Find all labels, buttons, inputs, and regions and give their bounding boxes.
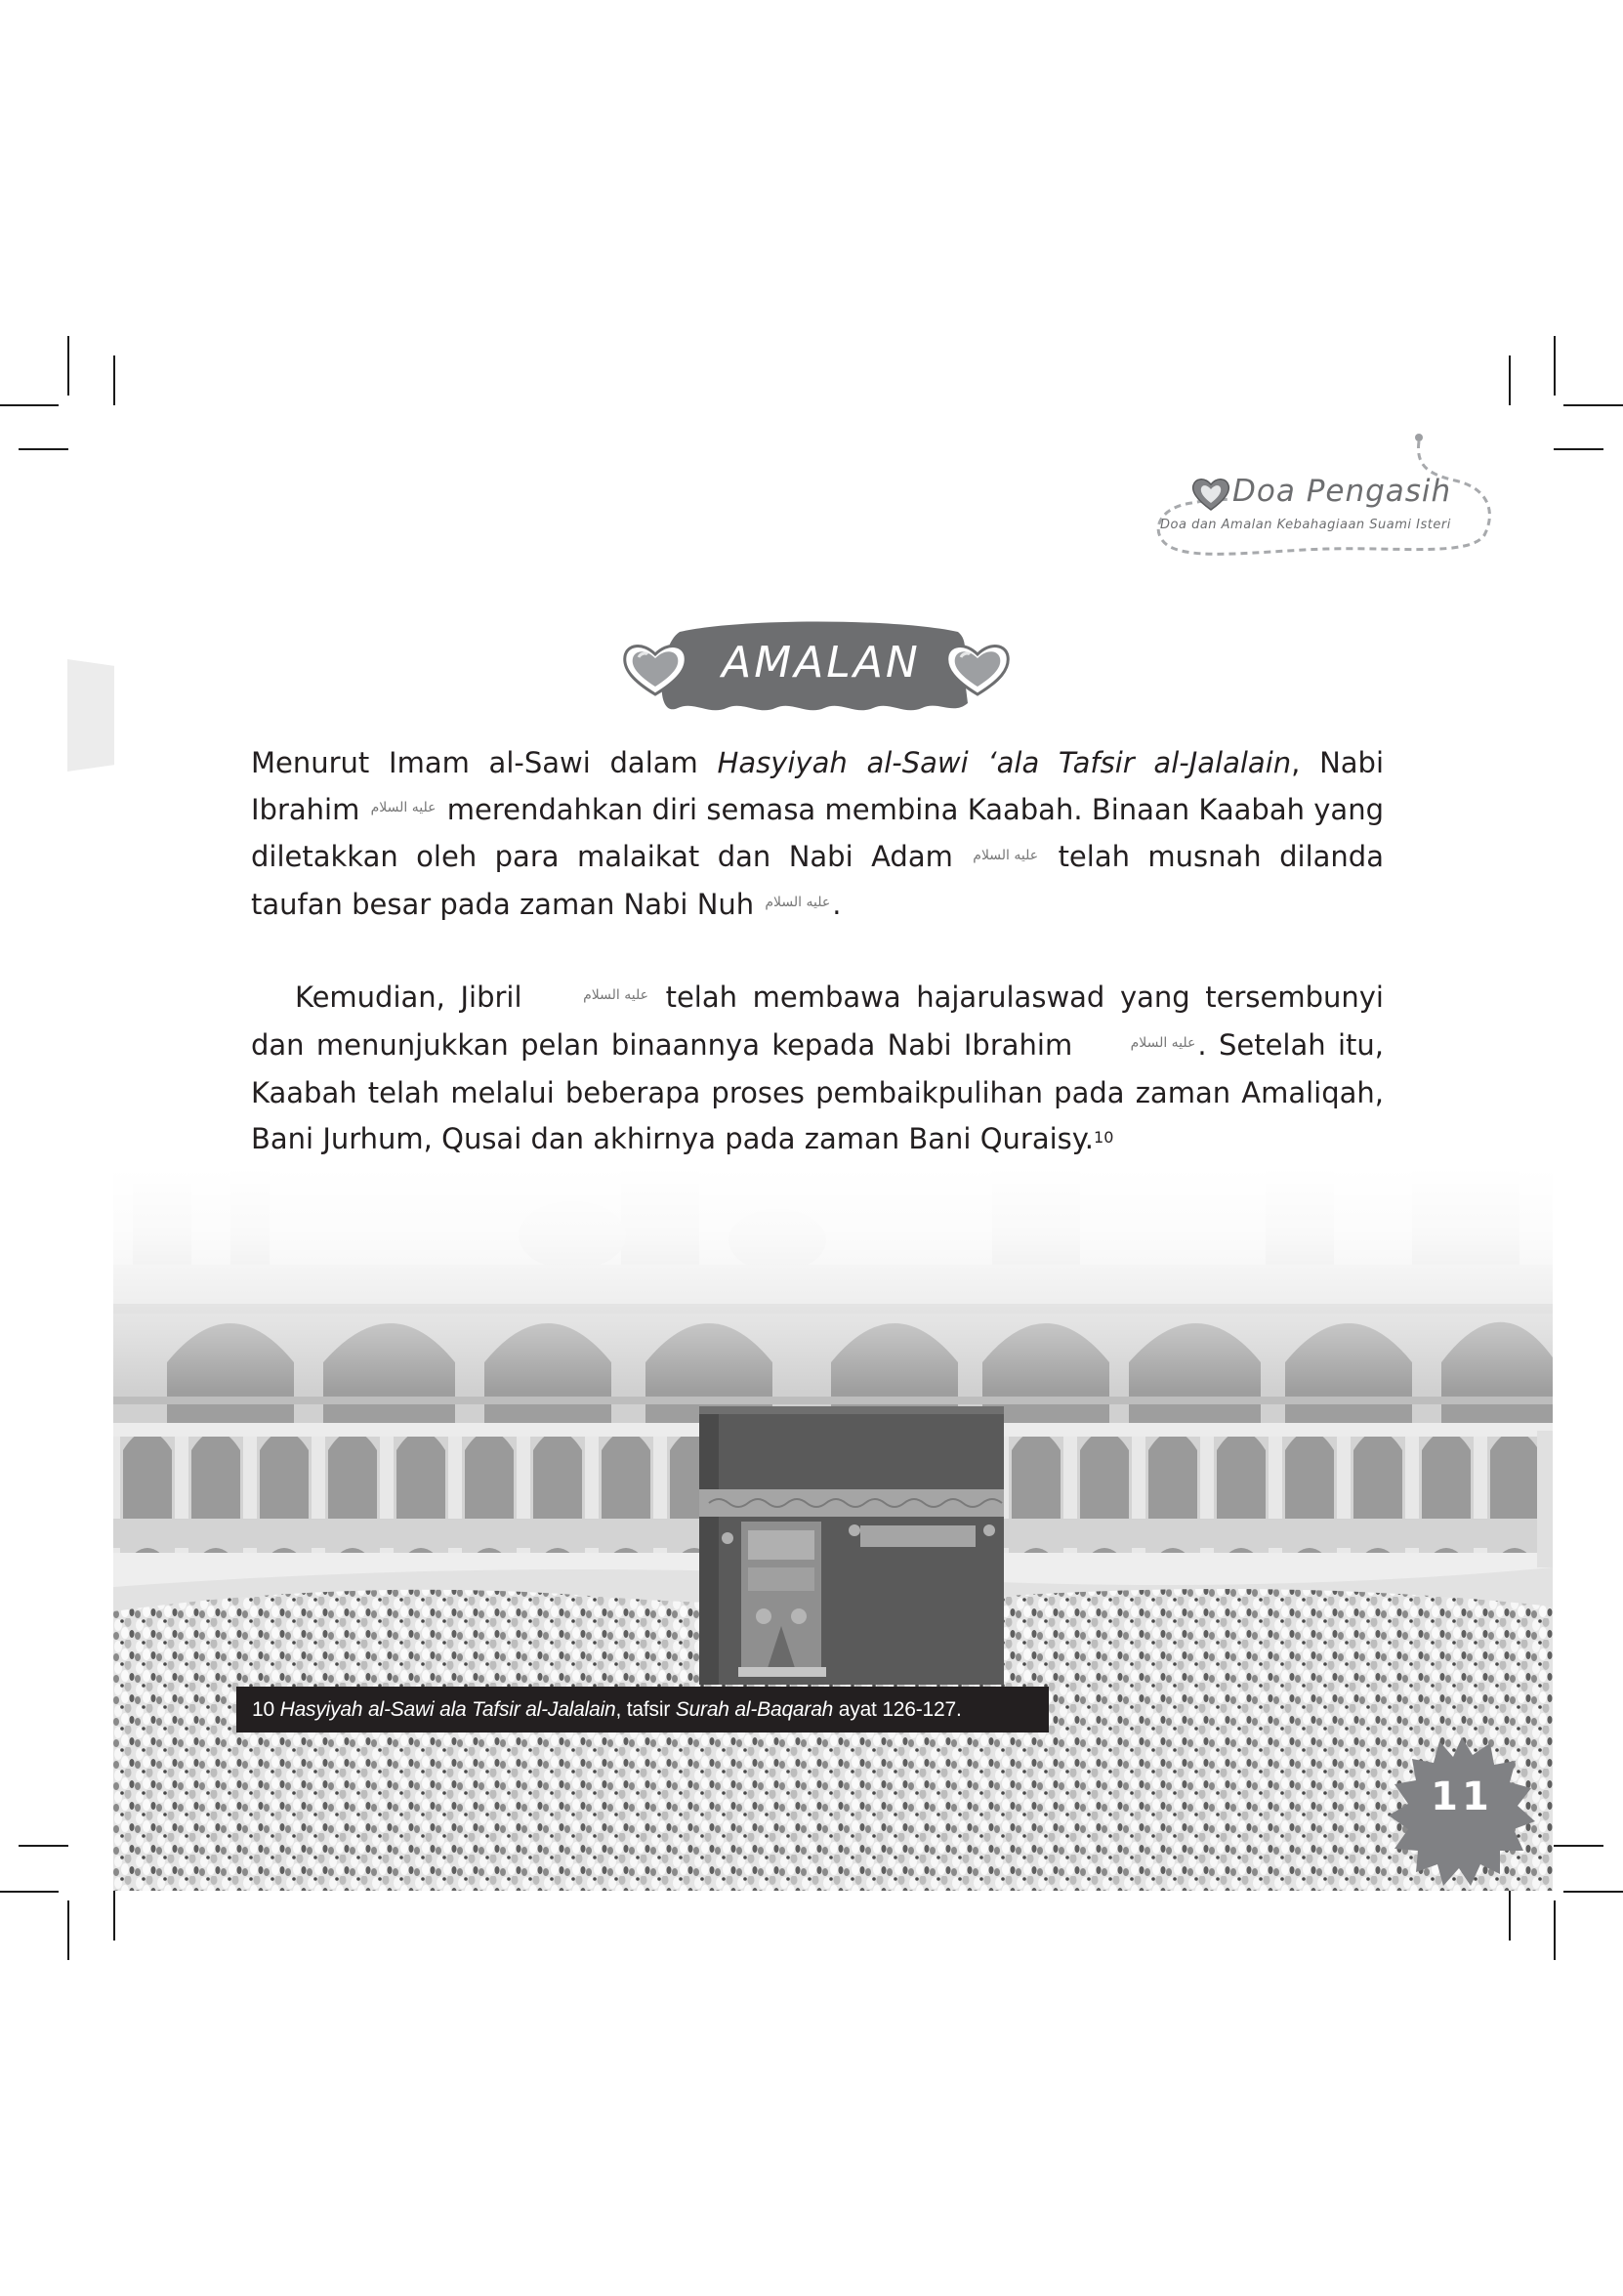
paragraph-1 [251, 740, 1384, 930]
crop-mark [1563, 1891, 1623, 1893]
honorific-symbol-icon: عليه السلام [370, 799, 437, 815]
section-title: AMALAN [722, 638, 921, 688]
section-banner [621, 610, 1012, 723]
footnote-number: 10 [252, 1698, 274, 1721]
crop-mark [19, 1845, 68, 1847]
crop-mark [1554, 1900, 1556, 1960]
crop-mark [1554, 336, 1556, 396]
page-number: 11 [1431, 1774, 1493, 1819]
footnote-text: , tafsir [615, 1698, 676, 1721]
honorific-symbol-icon: عليه السلام [583, 987, 648, 1004]
logo-subtitle: Doa dan Amalan Kebahagiaan Suami Isteri [1160, 518, 1451, 532]
text-run: . [832, 888, 842, 921]
footnote-text: ayat 126-127. [833, 1698, 962, 1721]
crop-mark [67, 336, 69, 396]
text-run: , Nabi Ibrahim [251, 746, 1385, 826]
crop-mark [0, 404, 59, 406]
book-logo [1152, 420, 1504, 566]
photo-top-fade [113, 1167, 1553, 1392]
crop-mark [1563, 404, 1623, 406]
crop-mark [113, 355, 115, 405]
logo-title: Doa Pengasih [1232, 474, 1452, 509]
crop-mark [1554, 1845, 1603, 1847]
crop-mark [1509, 355, 1511, 405]
crop-mark [1554, 448, 1603, 450]
honorific-symbol-icon: عليه السلام [1130, 1035, 1196, 1051]
text-run: Menurut Imam al-Sawi dalam [251, 746, 718, 779]
text-run: . Setelah itu, Kaabah telah melalui beberapa proses pembaikpulihan pada zaman Amaliqah, Bani Jurhum, Qusai dan akhirnya pada zaman Bani Quraisy. [251, 1027, 1384, 1155]
heart-icon-left [621, 640, 689, 698]
honorific-symbol-icon: عليه السلام [765, 895, 831, 911]
crop-mark [1509, 1891, 1511, 1941]
text-run: telah membawa hajarulaswad yang tersembunyi dan menunjukkan pelan binaannya kepada Nabi Ibrahim [251, 981, 1384, 1062]
heart-icon [1191, 477, 1230, 512]
footnote-book-title: Hasyiyah al-Sawi ala Tafsir al-Jalalain [279, 1698, 616, 1721]
kaabah [699, 1406, 1004, 1685]
page-number-badge [1385, 1733, 1539, 1888]
text-run: telah musnah dilanda taufan besar pada zaman Nabi Nuh [251, 840, 1384, 921]
crop-mark [0, 1891, 59, 1893]
crop-mark [19, 448, 68, 450]
honorific-symbol-icon: عليه السلام [973, 847, 1039, 863]
footnote-reference[interactable]: 10 [1094, 1128, 1114, 1147]
crop-mark [67, 1900, 69, 1960]
text-run: Kemudian, Jibril [295, 981, 538, 1014]
crop-mark [113, 1891, 115, 1941]
footnote-surah: Surah al-Baqarah [675, 1698, 834, 1721]
kaabah-photo [113, 1167, 1553, 1891]
heart-icon-right [943, 640, 1012, 698]
text-run: merendahkan diri semasa membina Kaabah. Binaan Kaabah yang diletakkan oleh para malaikat dan Nabi Adam [251, 792, 1384, 874]
footnote [236, 1687, 1049, 1732]
side-tab [67, 659, 114, 772]
paragraph-2 [251, 975, 1384, 1163]
book-title-italic: Hasyiyah al-Sawi ‘ala Tafsir al-Jalalain [717, 746, 1292, 779]
